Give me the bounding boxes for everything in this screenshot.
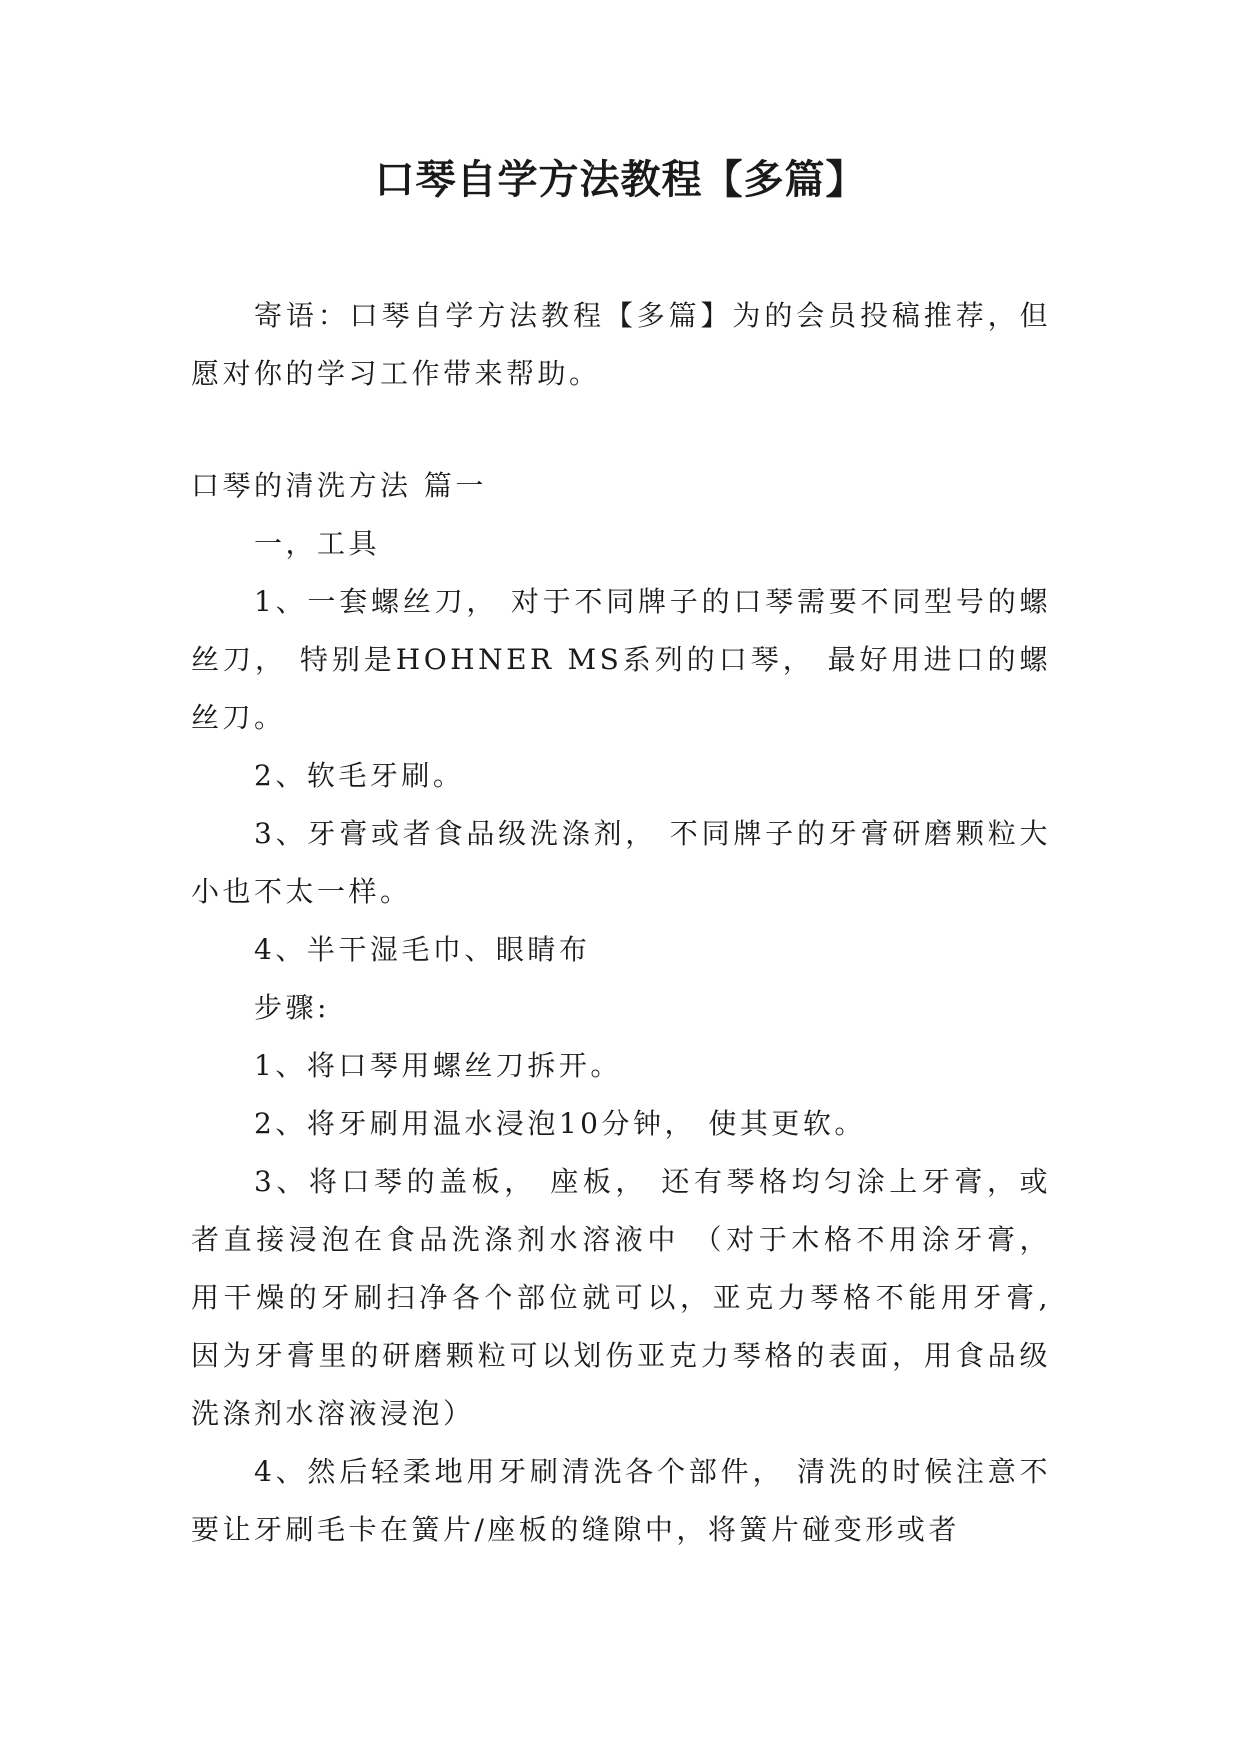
document-title: 口琴自学方法教程【多篇】 bbox=[374, 156, 867, 203]
paragraph-steps-heading: 步骤: bbox=[254, 991, 330, 1024]
paragraph-tool-4: 4、半干湿毛巾、眼睛布 bbox=[254, 933, 591, 966]
paragraph-step-1: 1、将口琴用螺丝刀拆开。 bbox=[254, 1049, 622, 1082]
section-heading: 口琴的清洗方法 篇一 bbox=[191, 469, 487, 502]
paragraph-step-2: 2、将牙刷用温水浸泡10分钟， 使其更软。 bbox=[254, 1107, 866, 1140]
article-body bbox=[191, 457, 1051, 1559]
paragraph-step-4: 4、然后轻柔地用牙刷清洗各个部件， 清洗的时候注意不要让牙刷毛卡在簧片/座板的缝隙中，将簧片碰变形或者 bbox=[191, 1455, 1051, 1546]
intro-paragraph: 寄语：口琴自学方法教程【多篇】为的会员投稿推荐，但愿对你的学习工作带来帮助。 bbox=[191, 299, 1051, 390]
paragraph-tool-3: 3、牙膏或者食品级洗涤剂， 不同牌子的牙膏研磨颗粒大小也不太一样。 bbox=[191, 817, 1051, 908]
paragraph-tool-2: 2、软毛牙刷。 bbox=[254, 759, 465, 792]
intro-block bbox=[191, 287, 1051, 403]
paragraph-tools-heading: 一，工具 bbox=[254, 527, 381, 560]
paragraph-step-3: 3、将口琴的盖板， 座板， 还有琴格均匀涂上牙膏，或者直接浸泡在食品洗涤剂水溶液中 （对于木格不用涂牙膏， 用干燥的牙刷扫净各个部位就可以，亚克力琴格不能用牙膏,因为牙膏里的研磨颗粒可以划伤亚克力琴格的表面，用食品级洗涤剂水溶液浸泡） bbox=[191, 1165, 1051, 1430]
paragraph-tool-1: 1、一套螺丝刀， 对于不同牌子的口琴需要不同型号的螺丝刀， 特别是HOHNER MS系列的口琴， 最好用进口的螺丝刀。 bbox=[191, 585, 1051, 734]
